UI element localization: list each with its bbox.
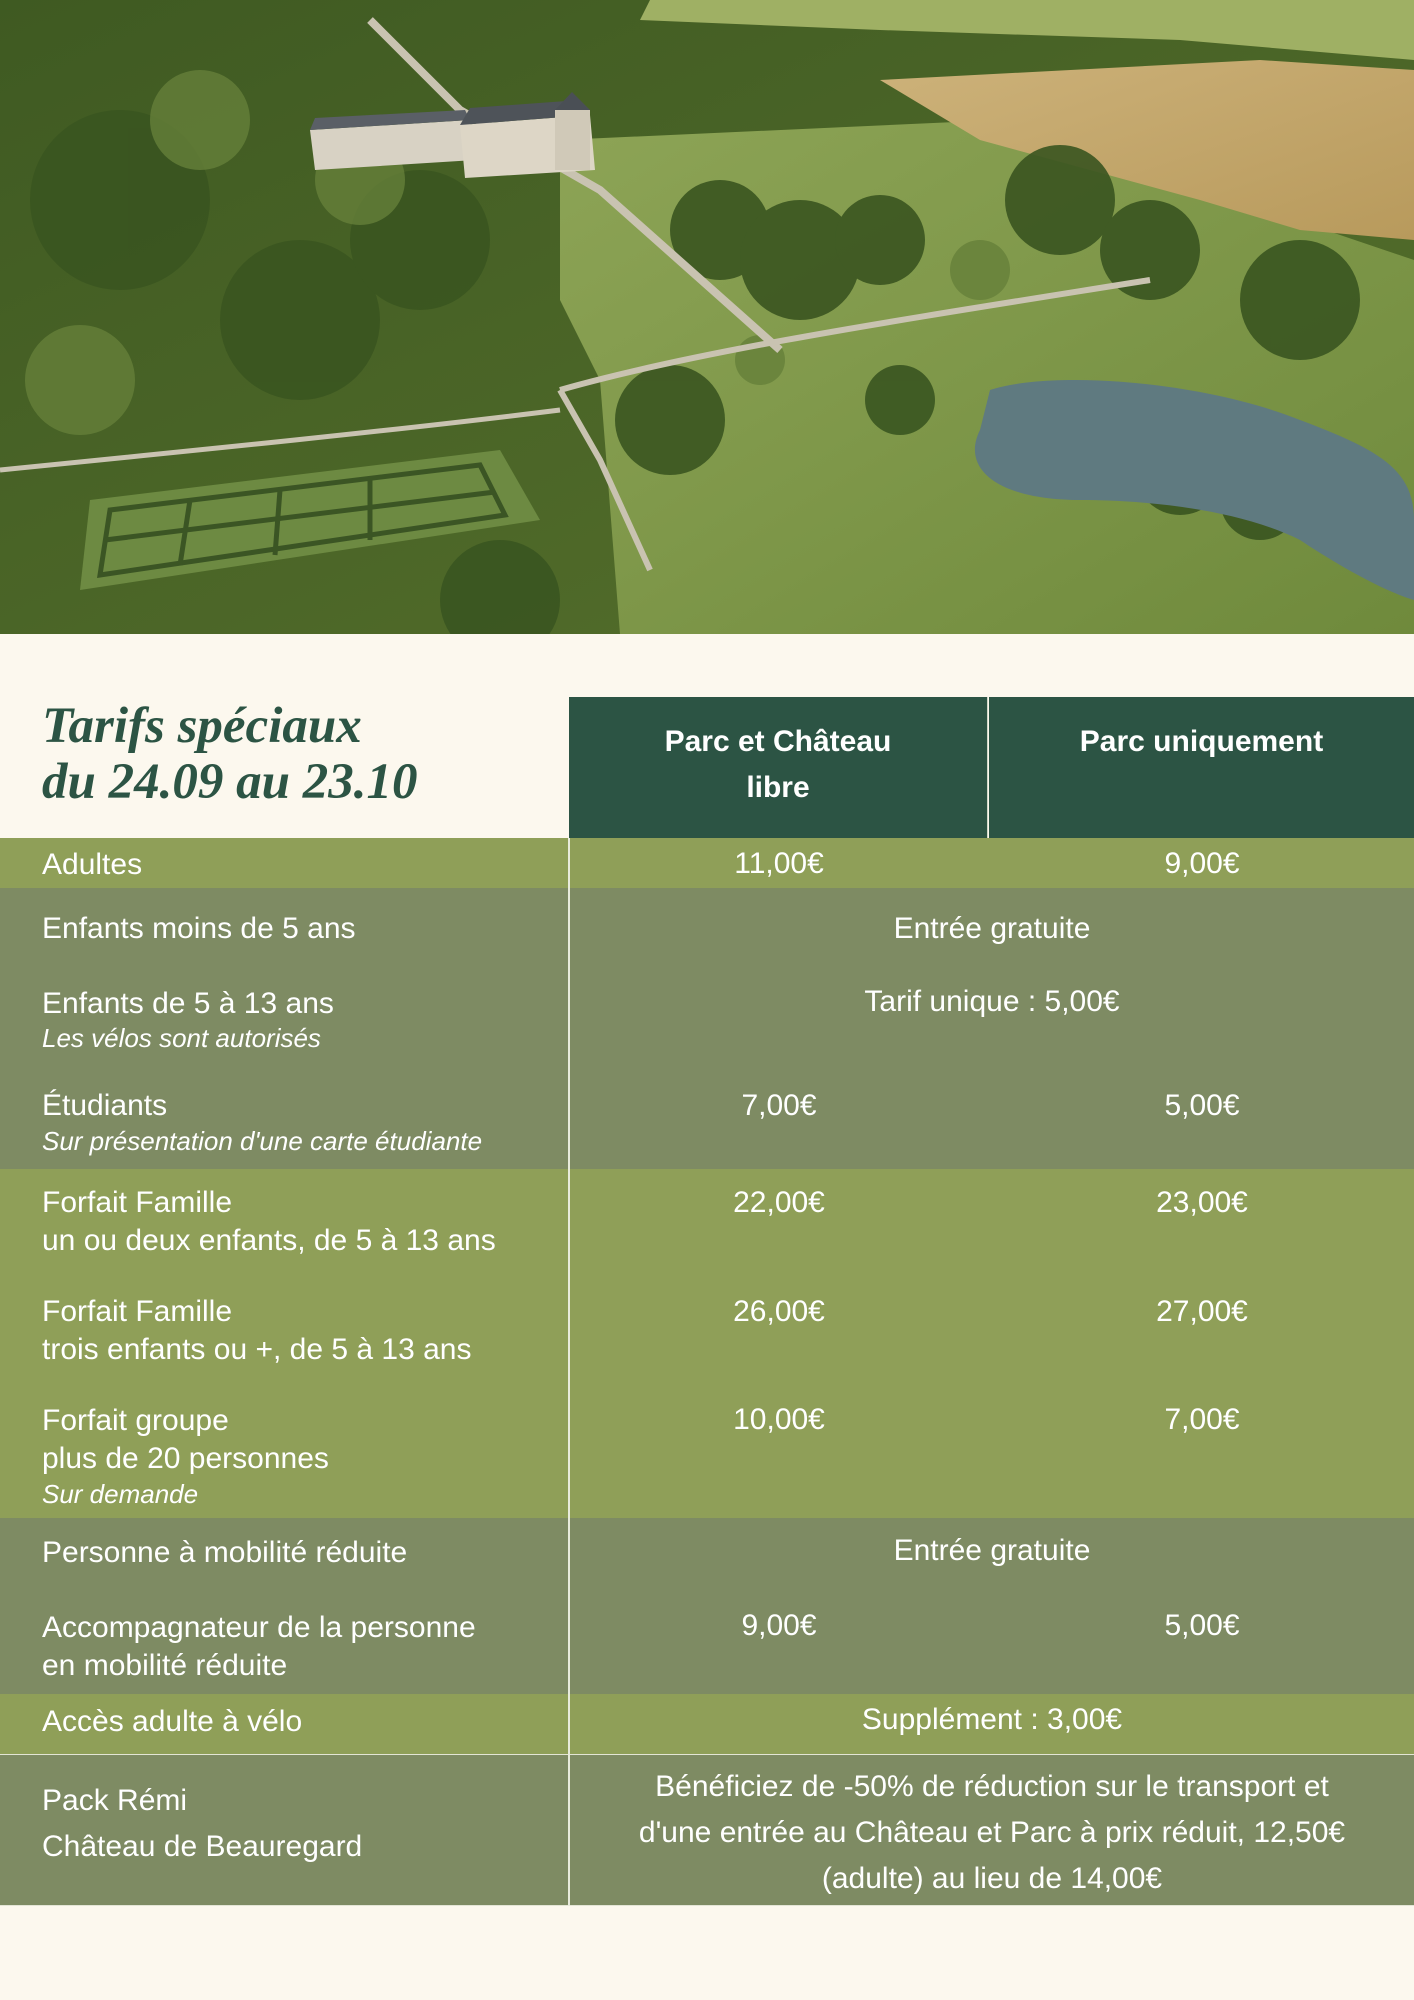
pack-remi-description [570, 1764, 1414, 1902]
row-label-forfait-groupe: Forfait groupe [42, 1404, 229, 1437]
price-etudiants-parc-chateau: 7,00€ [741, 1089, 817, 1122]
row-label-pack-remi: Pack Rémi [42, 1784, 188, 1817]
row-label-velo: Accès adulte à vélo [42, 1705, 303, 1738]
price-adultes-parc-chateau: 11,00€ [734, 847, 824, 880]
aerial-landscape-illustration [0, 0, 1414, 634]
row-label2-pack-remi: Château de Beauregard [42, 1830, 363, 1863]
row-label-enfants-moins-5: Enfants moins de 5 ans [42, 912, 356, 945]
divider-line [0, 1754, 1414, 1755]
row-label2-forfait-famille-1: un ou deux enfants, de 5 à 13 ans [42, 1224, 496, 1257]
price-famille-2-parc: 27,00€ [1156, 1295, 1248, 1328]
price-adultes-parc: 9,00€ [1164, 847, 1240, 880]
column-header-parc-uniquement [989, 697, 1414, 838]
row-label-pmr: Personne à mobilité réduite [42, 1536, 408, 1569]
row-label2-accompagnateur: en mobilité réduite [42, 1649, 288, 1682]
column-header-parc-chateau-line2: libre [746, 771, 810, 804]
price-pmr: Entrée gratuite [893, 1534, 1091, 1567]
price-accompagnateur-parc-chateau: 9,00€ [741, 1609, 817, 1642]
price-velo: Supplément : 3,00€ [861, 1703, 1123, 1736]
page-title [42, 698, 562, 810]
price-famille-2-parc-chateau: 26,00€ [733, 1295, 825, 1328]
divider-line [0, 1905, 1414, 1906]
column-header-parc-uniquement-label: Parc uniquement [1079, 725, 1324, 758]
column-header-parc-chateau-line1: Parc et Château [664, 725, 892, 758]
price-enfants-5-13: Tarif unique : 5,00€ [864, 985, 1120, 1018]
row-label2-forfait-groupe: plus de 20 personnes [42, 1442, 329, 1475]
row-label-forfait-famille-1: Forfait Famille [42, 1186, 233, 1219]
row-label-enfants-5-13: Enfants de 5 à 13 ans [42, 987, 334, 1020]
row-label2-forfait-famille-2: trois enfants ou +, de 5 à 13 ans [42, 1333, 472, 1366]
pack-remi-line-3: (adulte) au lieu de 14,00€ [821, 1862, 1163, 1895]
hero-aerial-photo [0, 0, 1414, 634]
column-header-parc-chateau [569, 697, 988, 838]
price-groupe-parc-chateau: 10,00€ [733, 1403, 825, 1436]
row-label-forfait-famille-2: Forfait Famille [42, 1295, 233, 1328]
price-groupe-parc: 7,00€ [1164, 1403, 1240, 1436]
pack-remi-line-1: Bénéficiez de -50% de réduction sur le transport et [655, 1770, 1329, 1803]
row-sublabel-etudiants: Sur présentation d'une carte étudiante [42, 1126, 483, 1156]
price-famille-1-parc-chateau: 22,00€ [733, 1186, 825, 1219]
row-sublabel-enfants-5-13: Les vélos sont autorisés [42, 1023, 321, 1053]
price-famille-1-parc: 23,00€ [1156, 1186, 1248, 1219]
title-line-2: du 24.09 au 23.10 [42, 754, 418, 810]
row-label-etudiants: Étudiants [42, 1089, 168, 1122]
price-etudiants-parc: 5,00€ [1164, 1089, 1240, 1122]
price-accompagnateur-parc: 5,00€ [1164, 1609, 1240, 1642]
row-label-accompagnateur: Accompagnateur de la personne [42, 1611, 476, 1644]
row-sublabel-forfait-groupe: Sur demande [42, 1479, 199, 1509]
price-enfants-moins-5: Entrée gratuite [893, 912, 1091, 945]
row-label-adultes: Adultes [42, 848, 143, 881]
title-line-1: Tarifs spéciaux [42, 698, 362, 754]
pack-remi-line-2: d'une entrée au Château et Parc à prix réduit, 12,50€ [638, 1816, 1346, 1849]
